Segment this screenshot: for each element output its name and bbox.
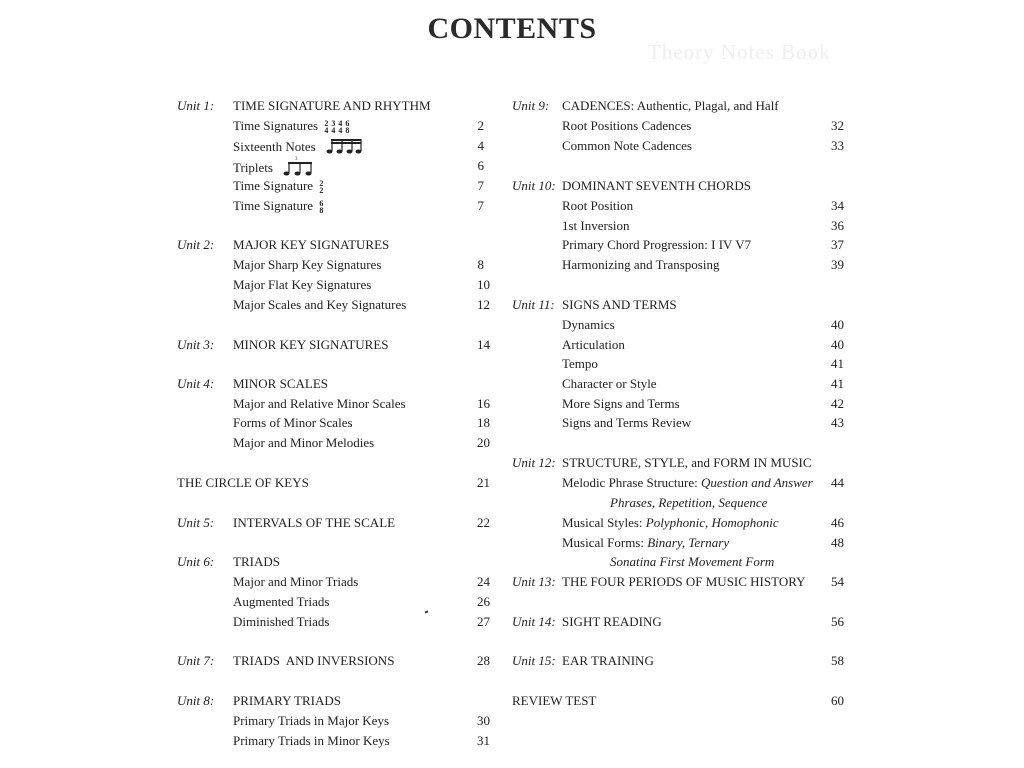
unit-7-label: Unit 7: [177,653,215,668]
toc-entry[interactable]: Major Sharp Key Signatures [233,257,382,272]
unit-4-label: Unit 4: [177,376,215,391]
unit-7-title[interactable]: TRIADS AND INVERSIONS [233,653,395,668]
review-test-title[interactable]: REVIEW TEST [512,693,597,708]
entry-label: Time Signature [233,198,314,213]
entry-page: 31 [477,733,490,748]
entry-page: 39 [831,257,844,272]
toc-entry[interactable]: More Signs and Terms [562,396,680,411]
entry-page: 40 [831,317,844,332]
unit-1-label: Unit 1: [177,98,215,113]
entry-page: 22 [477,515,490,530]
entry-page: 34 [831,198,844,213]
unit-2-title[interactable]: MAJOR KEY SIGNATURES [233,237,390,252]
toc-entry[interactable]: Primary Chord Progression: I IV V7 [562,237,752,252]
toc-entry[interactable]: Articulation [562,337,625,352]
entry-page: 12 [477,297,490,312]
entry-page: 42 [831,396,844,411]
entry-page: 54 [831,574,844,589]
toc-entry[interactable] [562,533,729,553]
unit-6-title[interactable]: TRIADS [233,554,280,569]
toc-entry[interactable]: Diminished Triads [233,614,330,629]
toc-entry[interactable]: Tempo [562,356,598,371]
entry-page: 10 [477,277,490,292]
unit-10-label: Unit 10: [512,178,556,193]
entry-label-italic: Binary, Ternary [647,535,730,550]
toc-entry[interactable]: 1st Inversion [562,218,630,233]
unit-15-label: Unit 15: [512,653,556,668]
unit-14-label: Unit 14: [512,614,556,629]
entry-page: 60 [831,693,844,708]
toc-entry[interactable]: Harmonizing and Transposing [562,257,720,272]
time-signature-icon: 6 8 [319,199,324,216]
unit-11-title[interactable]: SIGNS AND TERMS [562,297,677,312]
unit-13-label: Unit 13: [512,574,556,589]
unit-10-title[interactable]: DOMINANT SEVENTH CHORDS [562,178,751,193]
unit-11-label: Unit 11: [512,297,555,312]
entry-page: 14 [477,337,490,352]
toc-entry[interactable] [233,196,323,216]
bleed-through-text: Theory Notes Book [648,40,831,64]
unit-15-title[interactable]: EAR TRAINING [562,653,654,668]
unit-12-label: Unit 12: [512,455,556,470]
page-title: CONTENTS [427,12,597,45]
unit-9-label: Unit 9: [512,98,550,113]
toc-entry[interactable]: Signs and Terms Review [562,415,692,430]
time-signature-icon: 2 2 [319,179,324,196]
unit-12-title[interactable]: STRUCTURE, STYLE, and FORM IN MUSIC [562,455,812,470]
toc-entry[interactable] [233,156,314,176]
toc-entry[interactable]: Major Flat Key Signatures [233,277,372,292]
unit-3-label: Unit 3: [177,337,215,352]
entry-page: 18 [477,415,490,430]
unit-2-label: Unit 2: [177,237,215,252]
entry-page: 27 [477,614,490,629]
entry-page: 36 [831,218,844,233]
unit-1-title[interactable]: TIME SIGNATURE AND RHYTHM [233,98,431,113]
toc-entry[interactable] [562,513,779,533]
unit-5-title[interactable]: INTERVALS OF THE SCALE [233,515,396,530]
unit-13-title[interactable]: THE FOUR PERIODS OF MUSIC HISTORY [562,574,806,589]
unit-4-title[interactable]: MINOR SCALES [233,376,328,391]
entry-page: 2 [477,118,484,133]
toc-entry[interactable]: Primary Triads in Major Keys [233,713,389,728]
entry-page: 7 [477,178,484,193]
entry-page: 58 [831,653,844,668]
entry-page: 6 [477,158,484,173]
entry-page: 43 [831,415,844,430]
stray-mark [425,611,429,614]
circle-of-keys-title[interactable]: THE CIRCLE OF KEYS [177,475,309,490]
entry-label: Time Signatures [233,118,319,133]
entry-page: 41 [831,376,844,391]
unit-8-title[interactable]: PRIMARY TRIADS [233,693,341,708]
unit-8-label: Unit 8: [177,693,215,708]
entry-page: 20 [477,435,490,450]
time-signature-icon: 6 8 [345,119,350,136]
entry-page: 41 [831,356,844,371]
entry-label: Sixteenth Notes [233,138,316,154]
entry-page: 40 [831,337,844,352]
entry-page: 56 [831,614,844,629]
time-signature-icon: 3 4 [331,119,336,136]
time-signature-icon: 2 4 [324,119,329,136]
unit-9-title[interactable]: CADENCES: Authentic, Plagal, and Half [562,98,779,113]
toc-entry[interactable] [233,136,363,156]
toc-entry[interactable]: Common Note Cadences [562,138,692,153]
toc-entry[interactable]: Dynamics [562,317,615,332]
unit-6-label: Unit 6: [177,554,215,569]
entry-page: 8 [477,257,484,272]
entry-label: Time Signature [233,178,314,193]
entry-label-italic: Question and Answer [701,475,813,490]
toc-entry[interactable]: Augmented Triads [233,594,330,609]
toc-entry[interactable]: Major Scales and Key Signatures [233,297,407,312]
entry-label: Musical Forms: [562,535,648,550]
entry-page: 7 [477,198,484,213]
toc-entry[interactable]: Root Positions Cadences [562,118,692,133]
entry-page: 24 [477,574,490,589]
entry-page: 28 [477,653,490,668]
toc-entry[interactable]: Major and Minor Triads [233,574,359,589]
toc-entry[interactable]: Major and Relative Minor Scales [233,396,406,411]
toc-subentry: Sonatina First Movement Form [610,554,775,569]
toc-entry[interactable]: Forms of Minor Scales [233,415,353,430]
svg-text:3: 3 [295,157,298,162]
toc-entry[interactable]: Primary Triads in Minor Keys [233,733,390,748]
entry-page: 4 [477,138,484,153]
unit-5-label: Unit 5: [177,515,215,530]
toc-entry[interactable] [233,176,323,196]
entry-label: Melodic Phrase Structure: [562,475,701,490]
entry-page: 26 [477,594,490,609]
entry-page: 16 [477,396,490,411]
entry-page: 32 [831,118,844,133]
entry-page: 37 [831,237,844,252]
sixteenth-notes-icon [325,136,363,160]
entry-label: Triplets [233,159,273,175]
toc-subentry: Phrases, Repetition, Sequence [610,495,768,510]
entry-page: 46 [831,515,844,530]
entry-label-italic: Polyphonic, Homophonic [645,515,779,530]
entry-label: Musical Styles: [562,515,646,530]
toc-entry[interactable] [562,473,813,493]
entry-page: 48 [831,535,844,550]
entry-page: 30 [477,713,490,728]
toc-entry[interactable]: Character or Style [562,376,657,391]
toc-entry[interactable] [233,116,349,136]
unit-3-title[interactable]: MINOR KEY SIGNATURES [233,337,389,352]
entry-page: 44 [831,475,844,490]
entry-page: 21 [477,475,490,490]
time-signature-icon: 4 4 [338,119,343,136]
toc-entry[interactable]: Root Position [562,198,634,213]
toc-entry[interactable]: Major and Minor Melodies [233,435,375,450]
entry-page: 33 [831,138,844,153]
unit-14-title[interactable]: SIGHT READING [562,614,662,629]
